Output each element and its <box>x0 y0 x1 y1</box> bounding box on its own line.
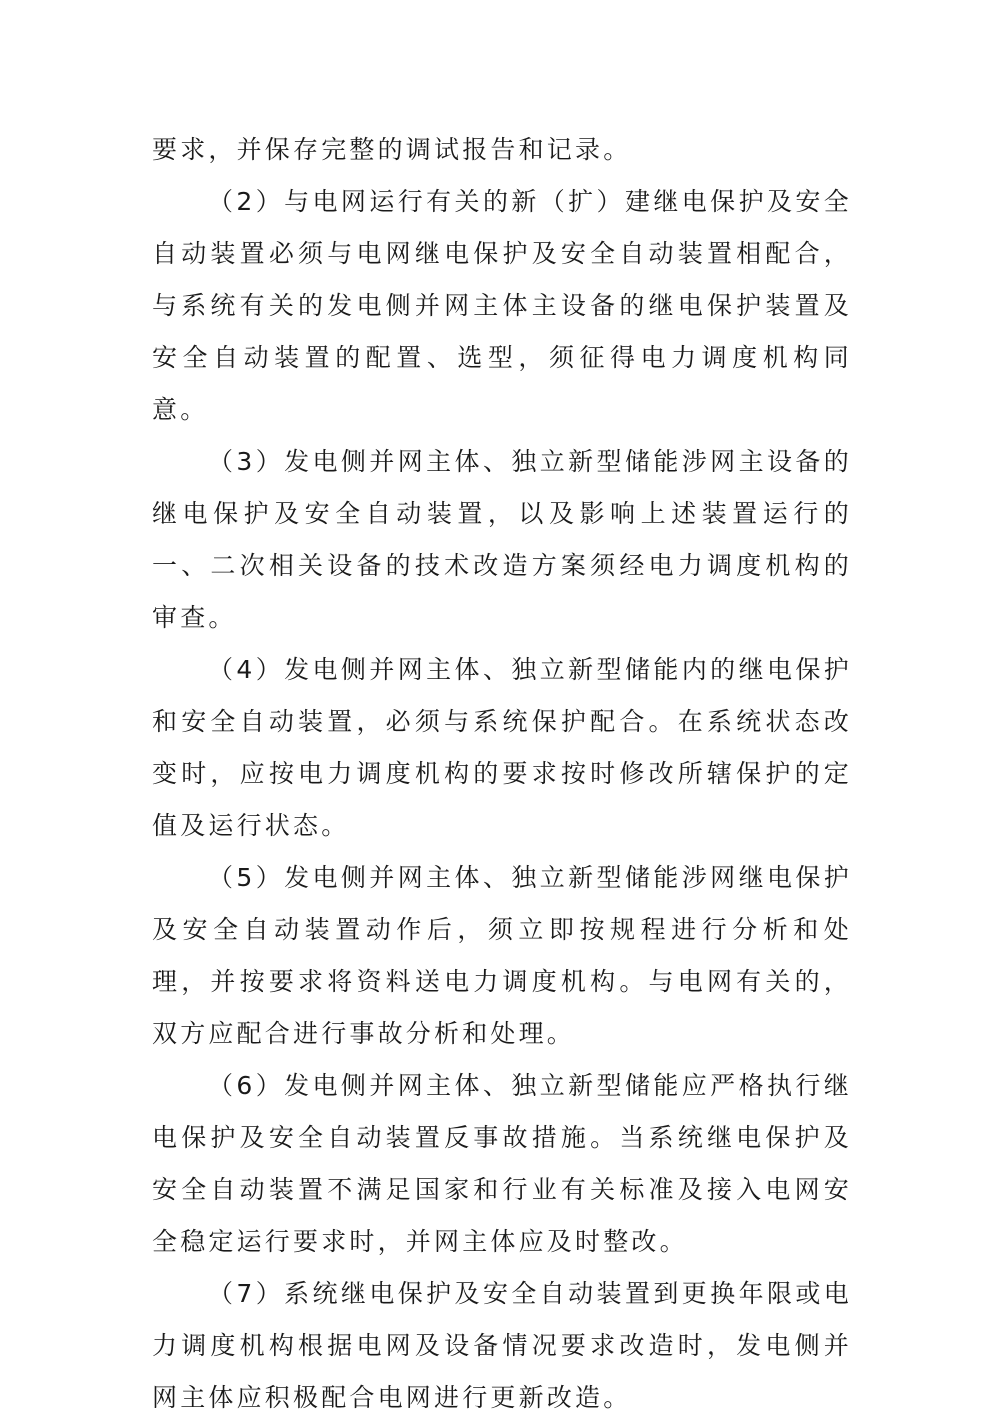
paragraph-item-5: （5）发电侧并网主体、独立新型储能涉网继电保护及安全自动装置动作后，须立即按规程进行分析和处理，并按要求将资料送电力调度机构。与电网有关的，双方应配合进行事故分析和处理。 <box>152 863 852 1048</box>
paragraph-item-6: （6）发电侧并网主体、独立新型储能应严格执行继电保护及安全自动装置反事故措施。当系统继电保护及安全自动装置不满足国家和行业有关标准及接入电网安全稳定运行要求时，并网主体应及时整改。 <box>152 1071 852 1256</box>
paragraph-item-4: （4）发电侧并网主体、独立新型储能内的继电保护和安全自动装置，必须与系统保护配合。在系统状态改变时，应按电力调度机构的要求按时修改所辖保护的定值及运行状态。 <box>152 655 852 840</box>
paragraph-item-7: （7）系统继电保护及安全自动装置到更换年限或电力调度机构根据电网及设备情况要求改造时，发电侧并网主体应积极配合电网进行更新改造。 <box>152 1279 852 1412</box>
paragraph-continuation: 要求，并保存完整的调试报告和记录。 <box>152 135 632 164</box>
document-body <box>152 124 852 1424</box>
paragraph-item-3: （3）发电侧并网主体、独立新型储能涉网主设备的继电保护及安全自动装置，以及影响上述装置运行的一、二次相关设备的技术改造方案须经电力调度机构的审查。 <box>152 447 852 632</box>
paragraph-item-2: （2）与电网运行有关的新（扩）建继电保护及安全自动装置必须与电网继电保护及安全自动装置相配合，与系统有关的发电侧并网主体主设备的继电保护装置及安全自动装置的配置、选型，须征得电力调度机构同意。 <box>152 187 852 424</box>
